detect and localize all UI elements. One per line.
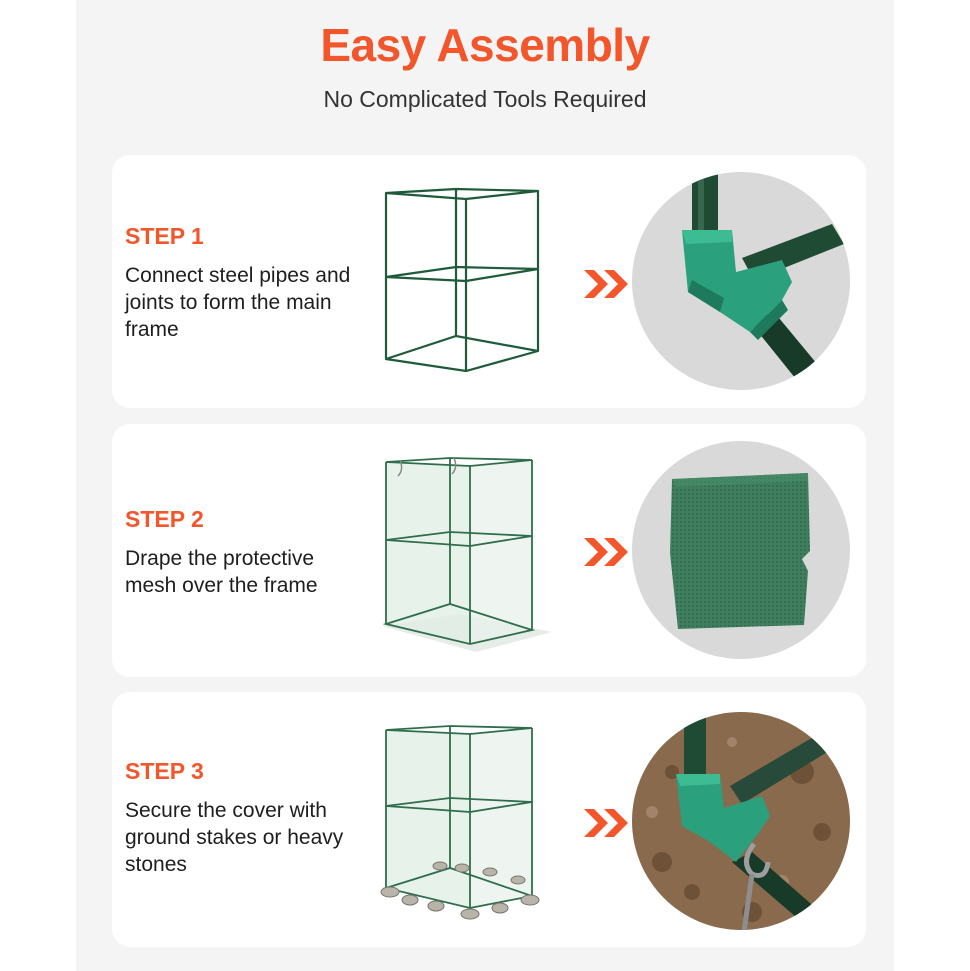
double-chevron-right-icon [584,270,630,298]
step-description: Drape the protective mesh over the frame [125,547,318,597]
ground-stake-icon [632,712,850,930]
step-card-3 [112,692,866,947]
step-title: STEP 1 [125,223,204,249]
page-title: Easy Assembly [320,19,650,71]
steel-frame-icon [378,181,544,377]
page-subtitle: No Complicated Tools Required [323,86,647,112]
step-title: STEP 3 [125,758,204,784]
pipe-joint-icon [632,172,850,390]
step-title: STEP 2 [125,506,204,532]
step-description: Connect steel pipes and joints to form the main frame [125,264,351,341]
covered-frame-icon [380,454,556,658]
double-chevron-right-icon [584,538,630,566]
step-description: Secure the cover with ground stakes or heavy stones [125,799,344,876]
step-card-2 [112,424,866,677]
step-card-1 [112,155,866,408]
mesh-fabric-icon [632,441,850,659]
double-chevron-right-icon [584,809,630,837]
staked-frame-icon [380,722,556,927]
